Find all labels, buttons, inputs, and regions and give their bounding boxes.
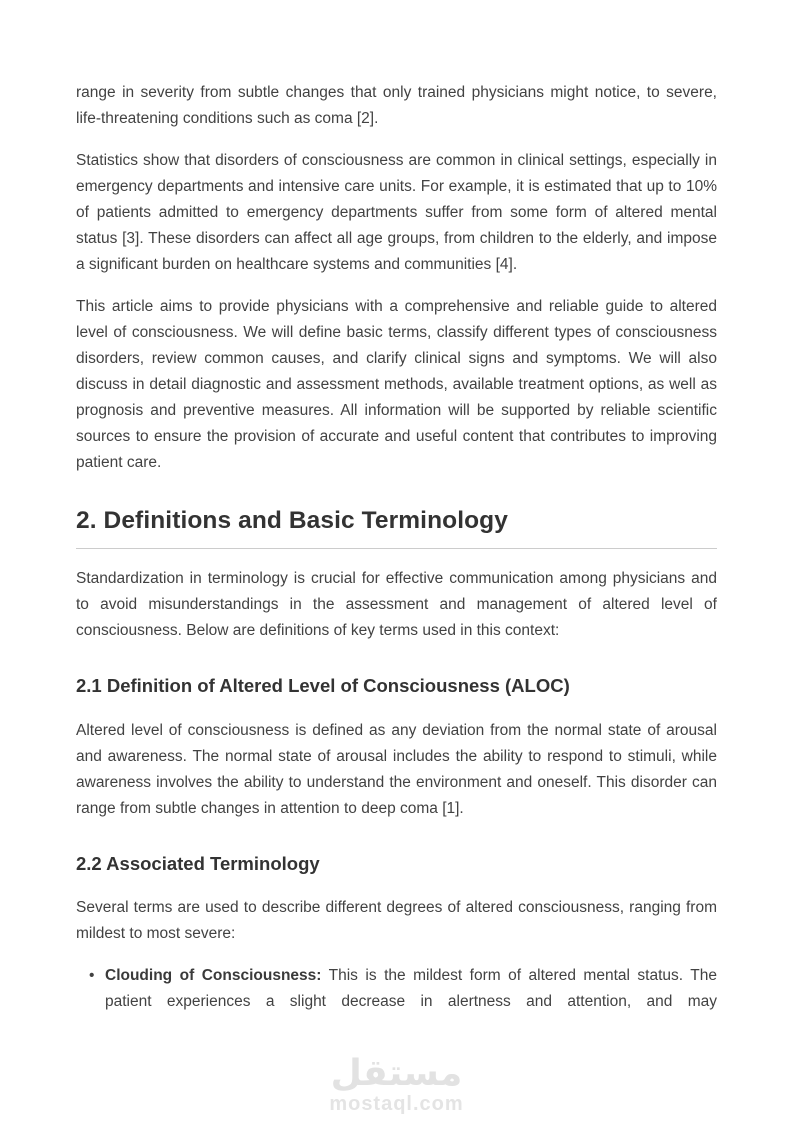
intro-paragraph-1: range in severity from subtle changes that only trained physicians might notice, to severe, life-threatening conditions such as coma [2].: [76, 84, 717, 127]
section-heading: 2. Definitions and Basic Terminology: [76, 507, 508, 534]
watermark: [0, 1055, 793, 1115]
section-divider: [76, 548, 717, 549]
mostaql-domain-label: mostaql.com: [329, 1093, 464, 1115]
subsection-2-1-paragraph: Altered level of consciousness is defined as any deviation from the normal state of arousal and awareness. The normal state of arousal includes the ability to respond to stimuli, while awareness involves the ability to understand the environment and oneself. This disorder can range from subtle changes in attention to deep coma [1].: [76, 721, 717, 817]
terminology-list: [76, 963, 717, 1015]
list-item-text: [105, 963, 717, 1015]
intro-paragraph-2: Statistics show that disorders of consciousness are common in clinical settings, especially in emergency departments and intensive care units. For example, it is estimated that up to 10% of patients admitted to emergency departments suffer from some form of altered mental status [3]. These disorders can affect all age groups, from children to the elderly, and impose a significant burden on healthcare systems and communities [4].: [76, 152, 717, 273]
subsection-heading-2-1: 2.1 Definition of Altered Level of Consciousness (ALOC): [76, 675, 570, 697]
term-label: Clouding of Consciousness:: [105, 966, 322, 984]
section-intro-paragraph: Standardization in terminology is crucial for effective communication among physicians and to avoid misunderstandings in the assessment and management of altered level of consciousness. Below are definitions of key terms used in this context:: [76, 570, 717, 640]
mostaql-logo: مستقل: [330, 1053, 463, 1094]
term-description: This is the mildest form of altered mental status. The patient experiences a slight decrease in alertness and attention, and may: [105, 966, 717, 1010]
bullet-icon: •: [89, 966, 95, 984]
subsection-2-2-paragraph: Several terms are used to describe different degrees of altered consciousness, ranging from mildest to most severe:: [76, 898, 717, 942]
subsection-heading-2-2: 2.2 Associated Terminology: [76, 852, 320, 874]
intro-paragraph-3: This article aims to provide physicians with a comprehensive and reliable guide to altered level of consciousness. We will define basic terms, classify different types of consciousness disorders, review common causes, and clarify clinical signs and symptoms. We will also discuss in detail diagnostic and assessment methods, available treatment options, as well as prognosis and preventive measures. All information will be supported by reliable scientific sources to ensure the provision of accurate and useful content that contributes to improving patient care.: [76, 298, 717, 471]
list-item: [76, 963, 717, 1015]
